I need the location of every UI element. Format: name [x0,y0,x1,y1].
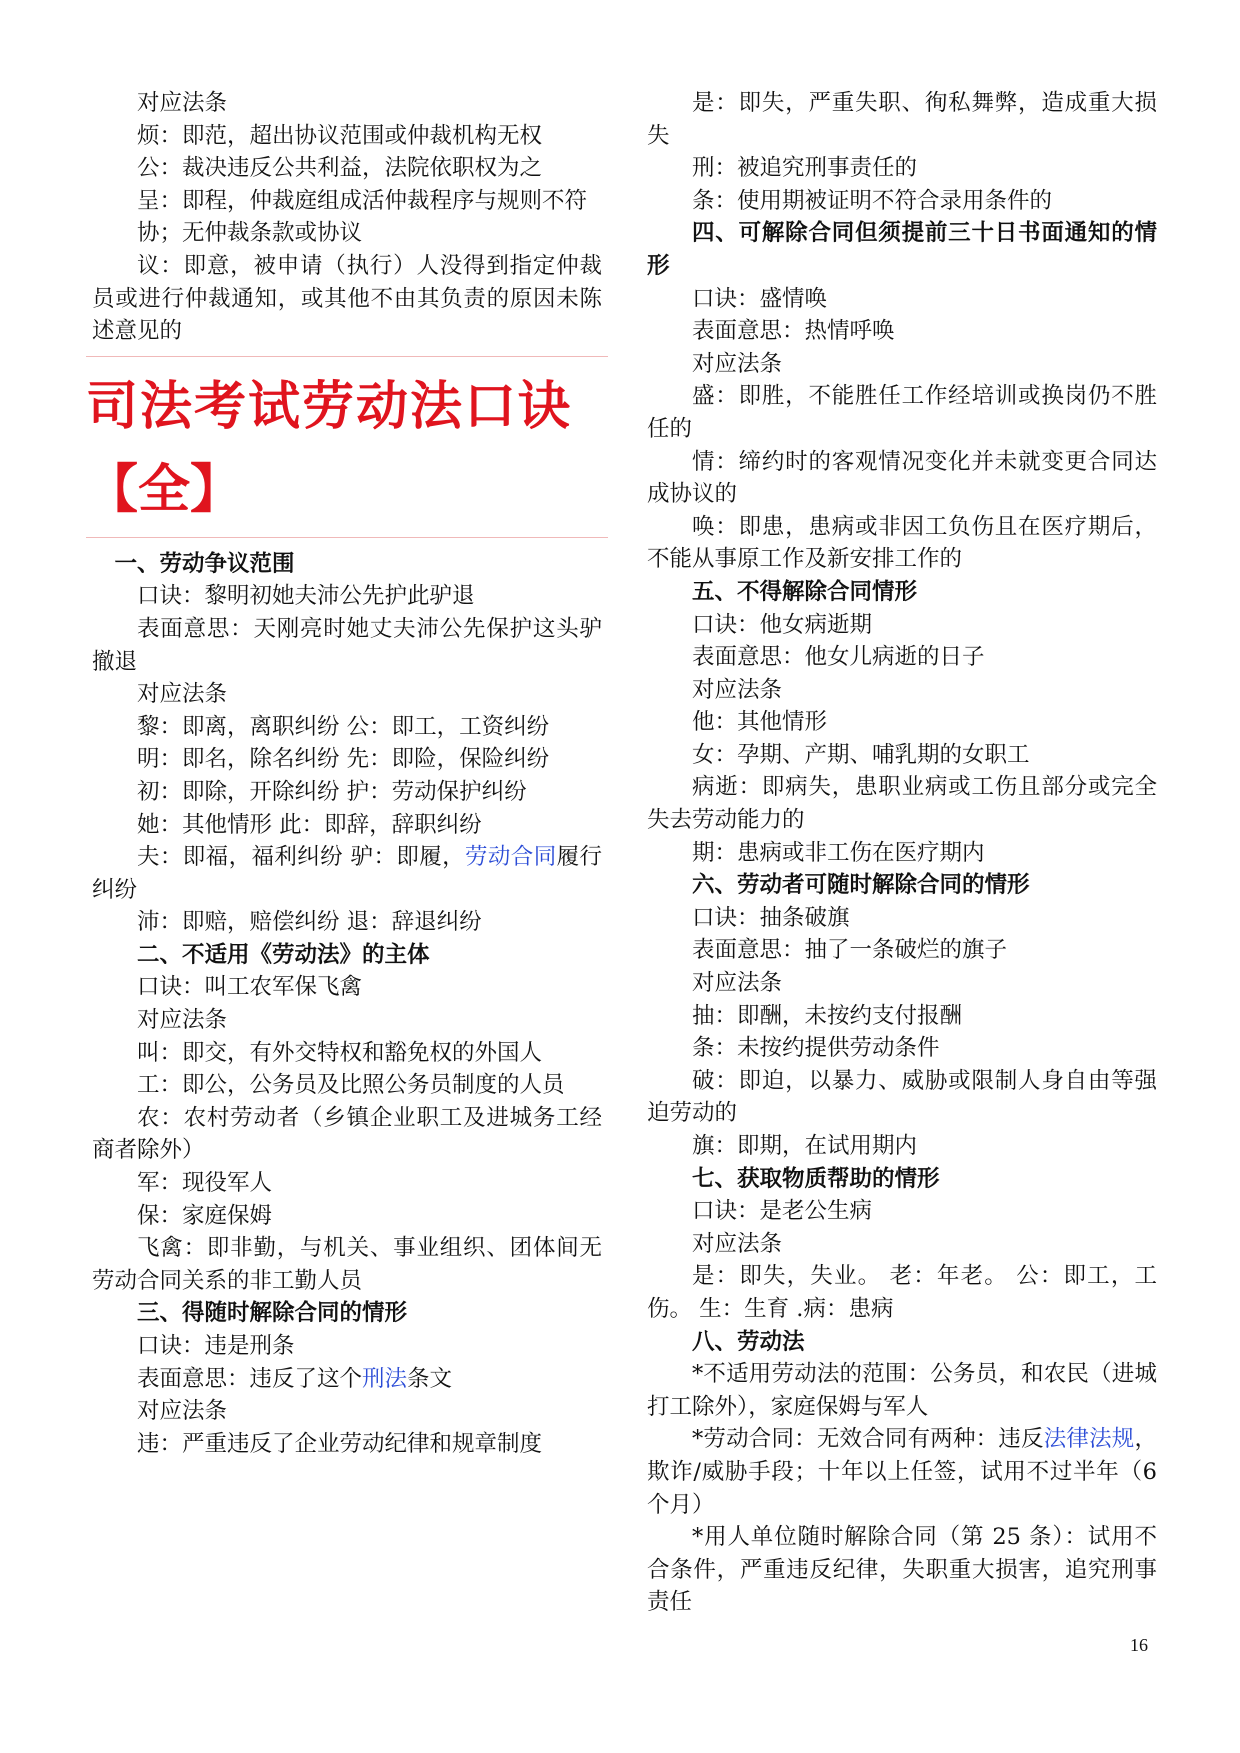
text-line: 口诀：违是刑条 [137,1333,295,1359]
text-line: 表面意思：天刚亮时她丈夫沛公先保护这头驴撤退 [92,615,602,675]
text-line: 飞禽：即非勤，与机关、事业组织、团体间无劳动合同关系的非工勤人员 [92,1235,602,1294]
text-line: 工：即公，公务员及比照公务员制度的人员 [137,1072,565,1099]
text-line: 表面意思：抽了一条破烂的旗子 [692,937,1008,964]
page-number: 16 [1130,1635,1148,1655]
text-line: 议：即意，被申请（执行）人没得到指定仲裁员或进行仲裁通知，或其他不由其负责的原因未陈述意见的 [92,252,602,345]
text-line: 表面意思：他女儿病逝的日子 [692,644,985,671]
text-line: 期：患病或非工伤在医疗期内 [692,839,985,866]
text-line: 公：裁决违反公共利益，法院依职权为之 [137,155,543,182]
text-line: 盛：即胜，不能胜任工作经培训或换岗仍不胜任的 [647,383,1157,442]
text-line: 他：其他情形 [692,709,828,736]
text-line: 初：即除，开除纠纷 护：劳动保护纠纷 [137,778,527,805]
text-line: 她：其他情形 此：即辞，辞职纠纷 [137,811,482,838]
text-line: 表面意思：热情呼唤 [692,318,895,345]
text-line: 对应法条 [692,676,783,703]
text-line: *劳动合同：无效合同有两种：违反法律法规，欺诈/威胁手段；十年以上任签，试用不过半年（6个月） [647,1426,1157,1518]
text-line: 沛：即赔，赔偿纠纷 退：辞退纠纷 [137,909,482,936]
text-line: 刑：被追究刑事责任的 [692,155,918,182]
text-line: *不适用劳动法的范围：公务员，和农民（进城打工除外），家庭保姆与军人 [647,1361,1157,1420]
text-line: 口诀：他女病逝期 [692,611,873,638]
text-line: 条：使用期被证明不符合录用条件的 [692,187,1053,214]
section-heading: 五、不得解除合同情形 [692,578,918,605]
text-line: 旗：即期，在试用期内 [692,1133,918,1159]
text-line: 口诀：是老公生病 [692,1198,873,1225]
text-line: 口诀：叫工农军保飞禽 [137,974,363,1001]
text-line: *用人单位随时解除合同（第 25 条）：试用不合条件，严重违反纪律，失职重大损害，追究刑事责任 [647,1524,1157,1616]
labor-contract-link[interactable]: 劳动合同 [465,844,557,871]
text-line: 军：现役军人 [137,1170,273,1197]
text-line: 口诀：盛情唤 [692,285,828,312]
page-subtitle: 【全】 [86,458,243,520]
text-line: 呈：即程，仲裁庭组成活仲裁程序与规则不符 [137,187,588,214]
text-line: 违：严重违反了企业劳动纪律和规章制度 [137,1430,543,1457]
text-line: 女：孕期、产期、哺乳期的女职工 [692,741,1030,768]
text-line: 是：即失，失业。 老：年老。 公：即工，工伤。 生：生育 .病：患病 [647,1263,1157,1322]
text-line: 抽：即酬，未按约支付报酬 [692,1002,963,1029]
section-heading: 八、劳动法 [692,1328,805,1355]
text-line: 表面意思：违反了这个刑法条文 [137,1365,453,1392]
text-line: 保：家庭保姆 [137,1202,273,1229]
text-line: 对应法条 [692,1230,783,1257]
text-line: 烦：即范，超出协议范围或仲裁机构无权 [137,122,543,149]
text-line: 夫：即福，福利纠纷 驴：即履，劳动合同履行纠纷 [92,844,602,903]
text-line: 农：农村劳动者（乡镇企业职工及进城务工经商者除外） [92,1104,602,1164]
text-line: 破：即迫，以暴力、威胁或限制人身自由等强迫劳动的 [647,1067,1157,1127]
section-heading: 三、得随时解除合同的情形 [137,1300,408,1327]
text-line: 唤：即患，患病或非因工负伤且在医疗期后，不能从事原工作及新安排工作的 [647,513,1157,573]
text-line: 对应法条 [137,1007,228,1034]
right-column [647,87,1157,1619]
text-line: 协；无仲裁条款或协议 [137,220,363,247]
text-line: 条：未按约提供劳动条件 [692,1035,940,1062]
text-line: 是：即失，严重失职、徇私舞弊，造成重大损失 [647,90,1157,149]
page-title: 司法考试劳动法口诀 [86,375,573,437]
text-line: 对应法条 [692,970,783,997]
section-heading: 四、可解除合同但须提前三十日书面通知的情形 [647,220,1157,279]
section-heading: 六、劳动者可随时解除合同的情形 [692,872,1030,899]
laws-regulations-link[interactable]: 法律法规 [1043,1426,1135,1453]
section-heading: 一、劳动争议范围 [114,550,295,577]
text-line: 病逝：即病失，患职业病或工伤且部分或完全失去劳动能力的 [647,774,1157,834]
text-line: 对应法条 [137,1398,228,1425]
criminal-law-link[interactable]: 刑法 [362,1365,408,1392]
text-line: 对应法条 [137,90,228,116]
text-line: 叫：即交，有外交特权和豁免权的外国人 [137,1039,543,1066]
text-line: 口诀：黎明初她夫沛公先护此驴退 [137,583,475,610]
text-line: 对应法条 [137,681,228,708]
left-column [86,87,602,1460]
title-block [86,356,608,538]
text-line: 情：缔约时的客观情况变化并未就变更合同达成协议的 [647,448,1157,508]
text-line: 口诀：抽条破旗 [692,904,850,931]
section-heading: 二、不适用《劳动法》的主体 [137,941,430,968]
section-heading: 七、获取物质帮助的情形 [692,1165,940,1192]
text-line: 黎：即离，离职纠纷 公：即工，工资纠纷 [137,713,550,740]
text-line: 明：即名，除名纠纷 先：即险，保险纠纷 [137,746,550,773]
text-line: 对应法条 [692,350,783,377]
